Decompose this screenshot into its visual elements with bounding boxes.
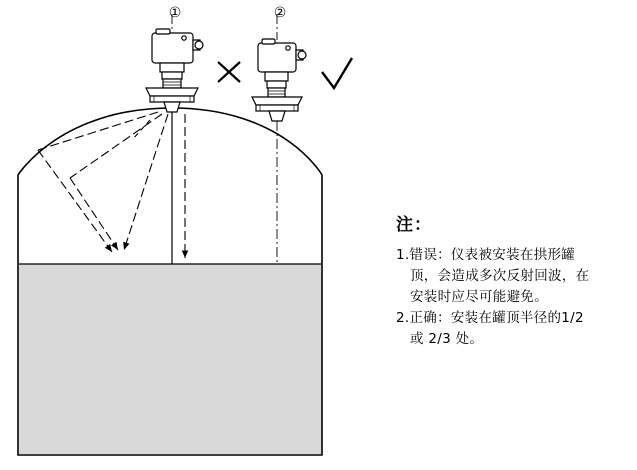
note-line-4: 2.正确：安装在罐顶半径的1/2 — [396, 310, 584, 326]
note-line-5: 或 2/3 处。 — [410, 331, 484, 347]
correct-mark-icon — [322, 58, 352, 88]
marker-label-2: ② — [273, 5, 287, 21]
radar-level-gauge-correct — [252, 39, 306, 121]
note-line-2: 顶，会造成多次反射回波，在 — [410, 268, 590, 284]
notes-title: 注： — [396, 215, 432, 235]
tank-liquid — [19, 264, 321, 454]
marker-label-1: ① — [168, 5, 182, 21]
note-line-1: 1.错误：仪表被安装在拱形罐 — [396, 247, 576, 263]
wrong-mark-icon — [218, 62, 240, 82]
notes-panel — [396, 210, 628, 350]
note-line-3: 安装时应尽可能避免。 — [410, 289, 548, 305]
